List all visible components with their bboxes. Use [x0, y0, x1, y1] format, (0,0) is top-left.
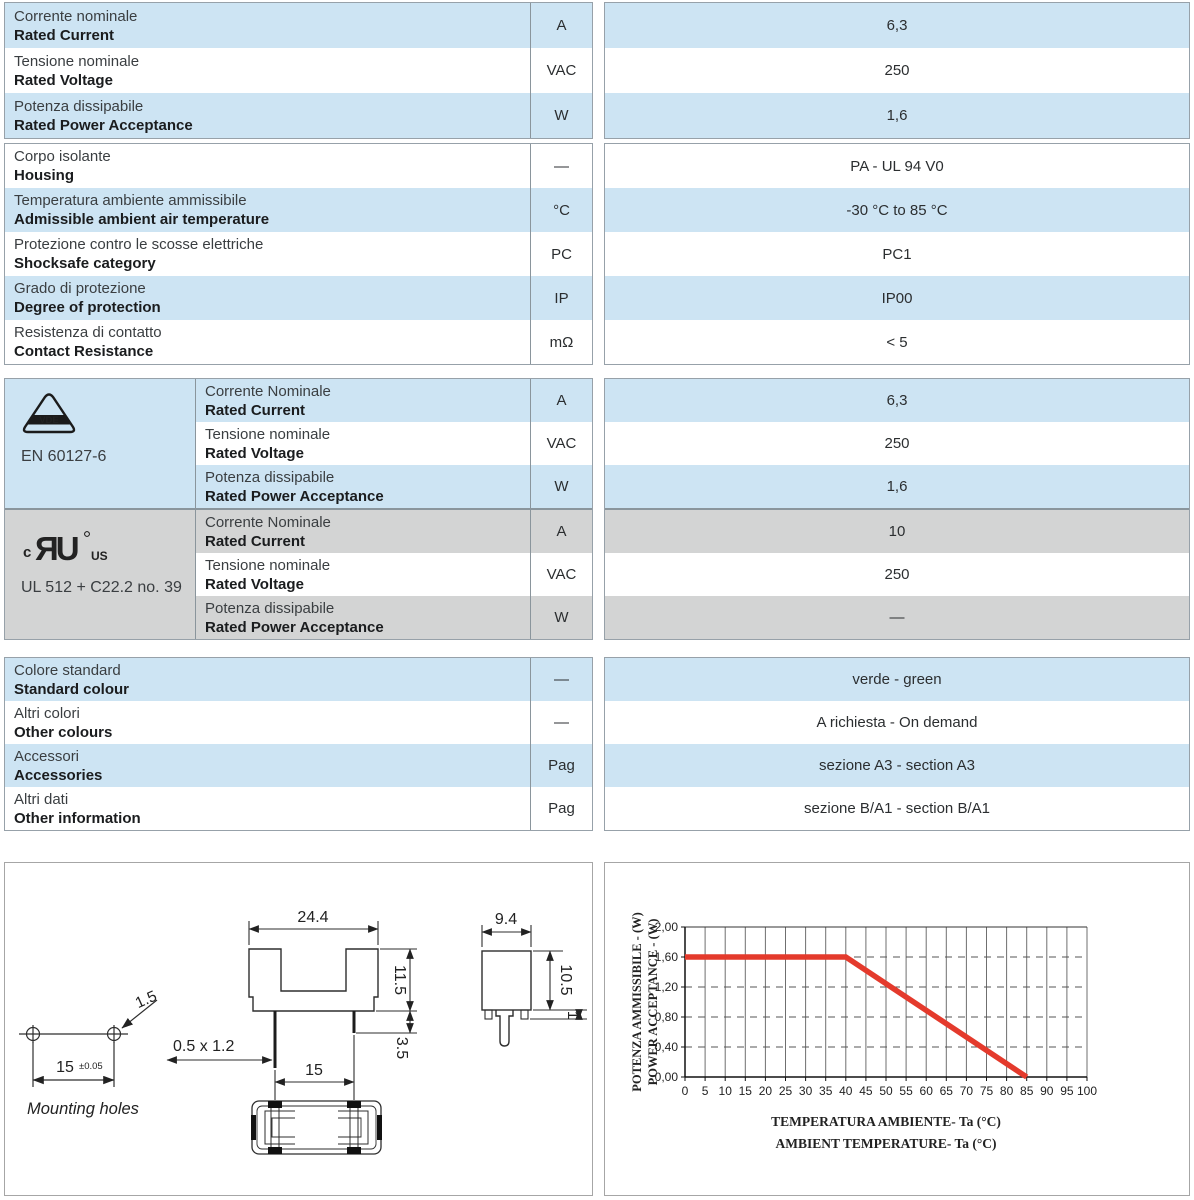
unit-cell: W [530, 93, 592, 138]
row-label [5, 233, 530, 275]
dimensions-drawing [5, 863, 592, 1195]
unit-cell: W [530, 596, 592, 639]
y-tick-label: 0,00 [654, 1070, 678, 1084]
label-italian: Protezione contro le scosse elettriche [14, 236, 264, 253]
x-tick-label: 40 [839, 1084, 853, 1098]
y-axis-title-italian: POTENZA AMMISSIBILE - (W) [630, 912, 644, 1092]
unit-cell: — [530, 144, 592, 188]
table-row [5, 93, 592, 138]
row-label [5, 189, 530, 231]
table-row [196, 465, 592, 508]
row-label [5, 50, 530, 92]
label-italian: Corrente Nominale [205, 513, 331, 531]
value-cell: 250 [605, 553, 1189, 596]
x-axis-title-italian: TEMPERATURA AMBIENTE- Ta (°C) [771, 1114, 1001, 1129]
side-height-dim: 10.5 [557, 964, 574, 996]
unit-cell: Pag [530, 787, 592, 830]
value-cell: 6,3 [605, 379, 1189, 422]
options-table-labels [4, 657, 593, 831]
label-italian: Resistenza di contatto [14, 324, 162, 341]
unit-cell: A [530, 3, 592, 48]
y-tick-label: 1,60 [654, 950, 678, 964]
front-view-drawing [167, 921, 417, 1100]
mounting-holes-label: Mounting holes [27, 1100, 139, 1118]
table-row [5, 787, 592, 830]
label-english: Other information [14, 809, 141, 827]
value-cell: 250 [605, 422, 1189, 465]
x-tick-label: 15 [738, 1084, 752, 1098]
options-table-values [604, 657, 1190, 831]
label-english: Rated Power Acceptance [205, 618, 384, 636]
ul-logo-mark: ЯU [35, 530, 77, 567]
table-row [196, 379, 592, 422]
table-row [5, 658, 592, 701]
row-label [5, 5, 530, 47]
unit-cell: °C [530, 188, 592, 232]
label-english: Rated Current [205, 401, 306, 419]
label-english: Standard colour [14, 680, 130, 698]
dimensions-drawing-panel [4, 862, 593, 1196]
label-italian: Tensione nominale [205, 425, 331, 443]
mounting-holes-drawing [19, 1000, 157, 1087]
label-italian: Potenza dissipabile [205, 599, 335, 617]
label-english: Rated Power Acceptance [14, 116, 193, 134]
label-italian: Temperatura ambiente ammissibile [14, 192, 247, 209]
table-row [5, 144, 592, 188]
unit-cell: A [530, 379, 592, 422]
value-cell: sezione A3 - section A3 [605, 744, 1189, 787]
table-row [5, 744, 592, 787]
label-english: Degree of protection [14, 299, 161, 316]
table-row [5, 48, 592, 93]
row-label [5, 277, 530, 319]
row-label [5, 145, 530, 187]
properties-table-values [604, 143, 1190, 365]
label-italian: Altri colori [14, 704, 80, 722]
label-italian: Grado di protezione [14, 280, 146, 297]
label-english: Rated Current [205, 532, 306, 550]
derating-chart [605, 863, 1189, 1195]
x-tick-label: 75 [979, 1084, 994, 1098]
side-width-dim: 9.4 [494, 911, 518, 928]
vde-logo [21, 393, 77, 437]
unit-cell: — [530, 658, 592, 701]
ul-logo-c: c [23, 544, 32, 561]
value-cell: PC1 [605, 232, 1189, 276]
x-tick-label: 65 [939, 1084, 953, 1098]
body-width-dim: 24.4 [297, 909, 329, 926]
value-cell: 6,3 [605, 3, 1189, 48]
pin-length-dim: 3.5 [393, 1036, 410, 1060]
value-cell: 1,6 [605, 465, 1189, 508]
x-tick-label: 30 [798, 1084, 813, 1098]
x-tick-label: 20 [758, 1084, 773, 1098]
value-cell: verde - green [605, 658, 1189, 701]
table-row [5, 3, 592, 48]
y-axis-title-english: POWER ACCEPTANCE - (W) [646, 918, 660, 1086]
ul-logo [21, 524, 131, 568]
pin-pitch-dim: 15 [305, 1062, 323, 1079]
label-english: Rated Voltage [14, 71, 113, 89]
ul-logo-us: US [91, 549, 108, 563]
certifications-table-labels [4, 378, 593, 640]
foot-height-dim: 1 [564, 1010, 581, 1020]
table-row [5, 701, 592, 744]
unit-cell: VAC [530, 553, 592, 596]
unit-cell: PC [530, 232, 592, 276]
label-english: Rated Voltage [205, 444, 304, 462]
label-english: Accessories [14, 766, 103, 784]
unit-cell: mΩ [530, 320, 592, 364]
table-row [5, 320, 592, 364]
row-label [5, 321, 530, 363]
table-row [196, 422, 592, 465]
standard-name: EN 60127-6 [21, 448, 107, 465]
standard-name: UL 512 + C22.2 no. 39 [21, 579, 182, 596]
label-italian: Corrente nominale [14, 7, 138, 25]
derating-chart-panel [604, 862, 1190, 1196]
unit-cell: IP [530, 276, 592, 320]
x-tick-label: 0 [681, 1084, 689, 1098]
value-cell: < 5 [605, 320, 1189, 364]
x-tick-label: 50 [879, 1084, 893, 1098]
value-cell: 10 [605, 510, 1189, 553]
y-tick-label: 1,20 [654, 980, 678, 994]
x-tick-label: 25 [778, 1084, 793, 1098]
value-cell: -30 °C to 85 °C [605, 188, 1189, 232]
table-row [5, 188, 592, 232]
label-italian: Accessori [14, 747, 80, 765]
value-cell: PA - UL 94 V0 [605, 144, 1189, 188]
value-cell: — [605, 596, 1189, 639]
certifications-table-values [604, 378, 1190, 640]
certification-block-ul [5, 510, 592, 639]
bottom-view-drawing [251, 1101, 382, 1154]
y-tick-label: 2,00 [654, 920, 678, 934]
label-italian: Tensione nominale [205, 556, 331, 574]
label-english: Rated Current [14, 26, 115, 44]
x-tick-label: 45 [859, 1084, 873, 1098]
label-italian: Corpo isolante [14, 148, 111, 165]
x-tick-label: 80 [999, 1084, 1014, 1098]
y-tick-label: 0,80 [654, 1010, 678, 1024]
registered-mark-icon [85, 532, 90, 537]
ratings-table-values [604, 2, 1190, 139]
unit-cell: W [530, 465, 592, 508]
row-label [5, 95, 530, 137]
pin-section-dim: 0.5 x 1.2 [173, 1038, 235, 1055]
label-italian: Altri dati [14, 790, 69, 808]
value-cell: sezione B/A1 - section B/A1 [605, 787, 1189, 830]
body-height-dim: 11.5 [391, 965, 408, 995]
unit-cell: VAC [530, 422, 592, 465]
label-italian: Potenza dissipabile [14, 97, 144, 115]
value-cell: 1,6 [605, 93, 1189, 138]
hole-pitch-tolerance: ±0.05 [79, 1061, 103, 1072]
vde-logo-text: VDE [39, 415, 59, 426]
label-italian: Colore standard [14, 661, 121, 679]
unit-cell: VAC [530, 48, 592, 93]
x-axis-title-english: AMBIENT TEMPERATURE- Ta (°C) [775, 1136, 997, 1151]
properties-table-labels [4, 143, 593, 365]
x-tick-label: 5 [701, 1084, 709, 1098]
x-tick-label: 35 [819, 1084, 833, 1098]
value-cell: IP00 [605, 276, 1189, 320]
hole-pitch-dim: 15 [56, 1059, 74, 1076]
label-italian: Corrente Nominale [205, 382, 331, 400]
unit-cell: Pag [530, 744, 592, 787]
unit-cell: A [530, 510, 592, 553]
x-tick-label: 10 [718, 1084, 732, 1098]
chart-plot-area [655, 920, 1098, 1098]
label-english: Rated Power Acceptance [205, 487, 384, 505]
hole-diameter-dim: 1.5 [132, 987, 160, 1013]
x-tick-label: 60 [919, 1084, 933, 1098]
x-tick-label: 90 [1040, 1084, 1054, 1098]
x-tick-label: 100 [1076, 1084, 1098, 1098]
y-tick-label: 0,40 [654, 1040, 678, 1054]
label-english: Other colours [14, 723, 113, 741]
certification-block-vde [5, 379, 592, 508]
table-row [196, 510, 592, 553]
label-english: Contact Resistance [14, 343, 154, 360]
label-english: Shocksafe category [14, 255, 156, 272]
label-english: Housing [14, 167, 74, 184]
table-row [5, 232, 592, 276]
vde-logo-cell [5, 379, 196, 508]
x-tick-label: 85 [1020, 1084, 1034, 1098]
table-row [5, 276, 592, 320]
unit-cell: — [530, 701, 592, 744]
label-english: Admissible ambient air temperature [14, 211, 270, 228]
table-row [196, 596, 592, 639]
value-cell: 250 [605, 48, 1189, 93]
label-italian: Tensione nominale [14, 52, 140, 70]
ratings-table-labels [4, 2, 593, 139]
ul-logo-cell [5, 510, 196, 639]
value-cell: A richiesta - On demand [605, 701, 1189, 744]
x-tick-label: 95 [1060, 1084, 1074, 1098]
x-tick-label: 70 [959, 1084, 974, 1098]
table-row [196, 553, 592, 596]
label-english: Rated Voltage [205, 575, 304, 593]
label-italian: Potenza dissipabile [205, 468, 335, 486]
x-tick-label: 55 [899, 1084, 913, 1098]
